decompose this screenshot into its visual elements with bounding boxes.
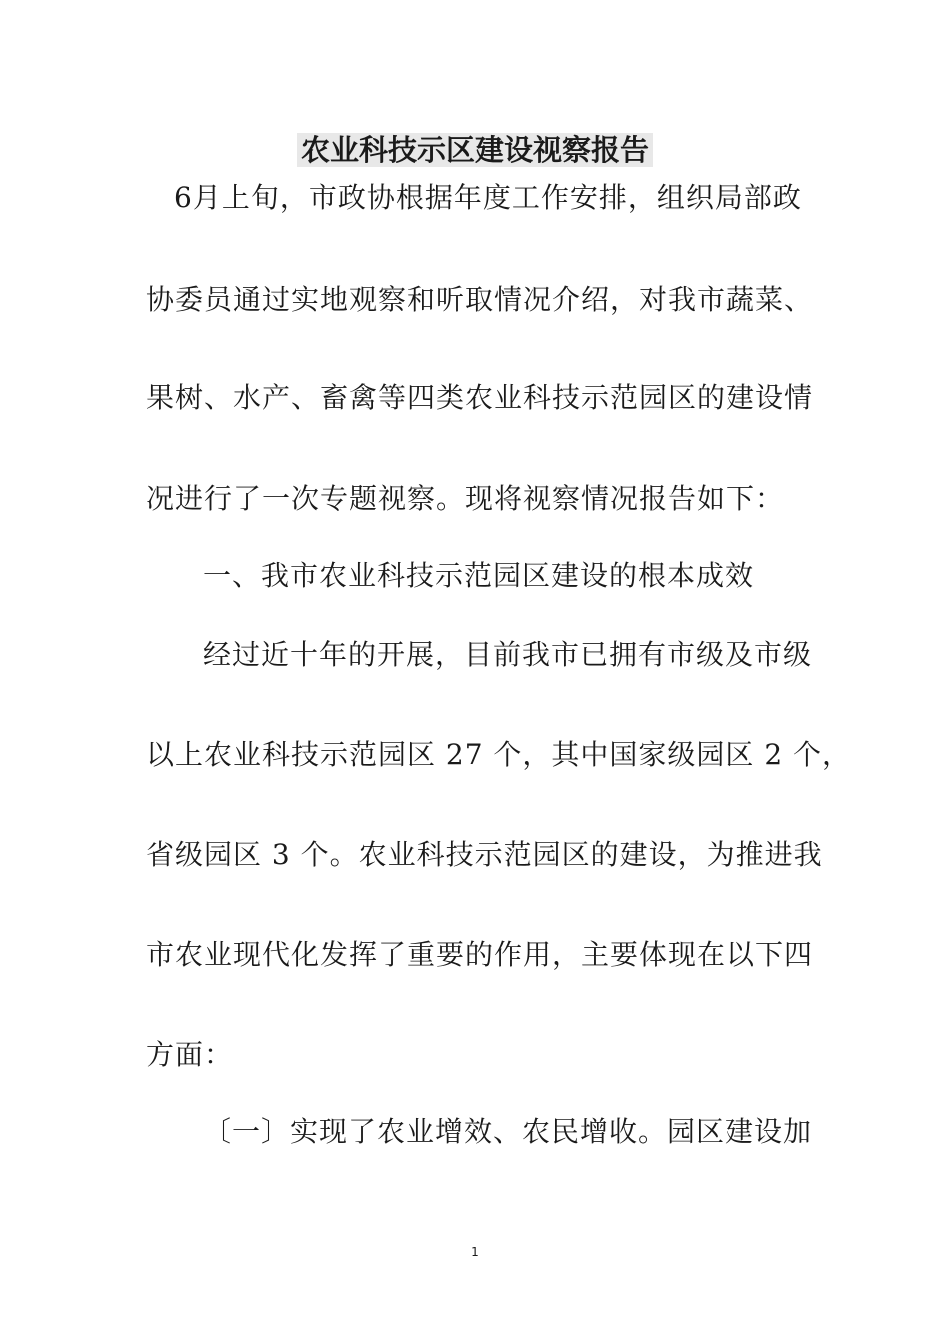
paragraph-line: 〔一〕实现了农业增效、农民增收。园区建设加 — [203, 1115, 813, 1148]
document-title-text: 农业科技示区建设视察报告 — [297, 133, 653, 167]
section-heading: 一、我市农业科技示范园区建设的根本成效 — [203, 559, 755, 592]
paragraph-line: 经过近十年的开展，目前我市已拥有市级及市级 — [203, 638, 813, 671]
paragraph-line: 6月上旬，市政协根据年度工作安排，组织局部政 — [174, 181, 802, 214]
paragraph-line: 况进行了一次专题视察。现将视察情况报告如下： — [146, 482, 785, 515]
paragraph-line: 方面： — [146, 1038, 234, 1071]
paragraph-line: 省级园区 3 个。农业科技示范园区的建设，为推进我 — [146, 838, 823, 871]
paragraph-line: 协委员通过实地观察和听取情况介绍，对我市蔬菜、 — [146, 283, 814, 316]
paragraph-line: 以上农业科技示范园区 27 个，其中国家级园区 2 个， — [146, 738, 852, 771]
page-number: 1 — [471, 1245, 479, 1259]
paragraph-line: 市农业现代化发挥了重要的作用，主要体现在以下四 — [146, 938, 814, 971]
paragraph-line: 果树、水产、畜禽等四类农业科技示范园区的建设情 — [146, 381, 814, 414]
document-title — [0, 128, 950, 172]
